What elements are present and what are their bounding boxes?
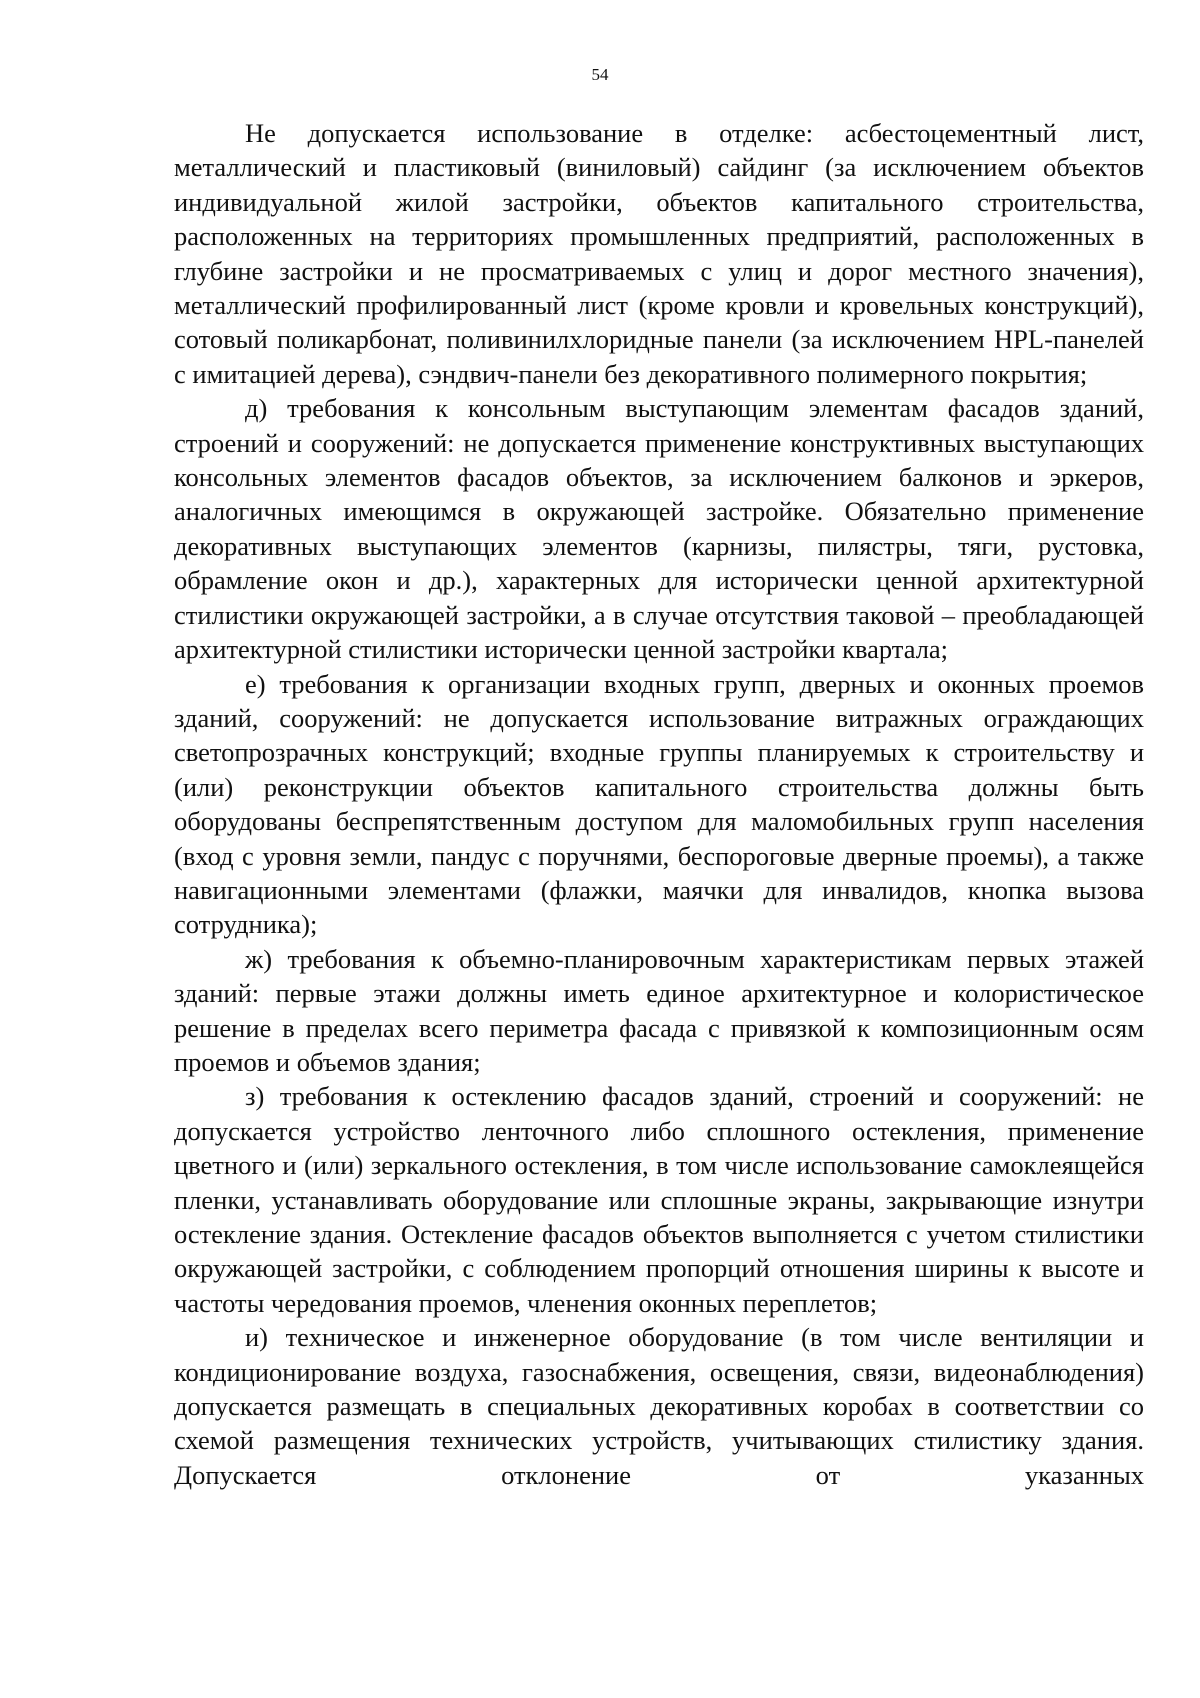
page-number: 54 xyxy=(591,65,609,84)
document-body xyxy=(174,116,1144,1492)
paragraph-glazing: з) требования к остеклению фасадов зданий, строений и сооружений: не допускается устройство ленточного либо сплошного остекления, применение цветного и (или) зеркального остекления, в том числе использование самоклеящейся пленки, устанавливать оборудование или сплошные экраны, закрывающие изнутри остекление здания. Остекление фасадов объектов выполняется с учетом стилистики окружающей застройки, с соблюдением пропорций отношения ширины к высоте и частоты чередования проемов, членения оконных переплетов; xyxy=(174,1081,1144,1318)
paragraph-engineering-equipment: и) техническое и инженерное оборудование (в том числе вентиляции и кондиционирование воздуха, газоснабжения, освещения, связи, видеонаблюдения) допускается размещать в специальных декоративных коробах в соответствии со схемой размещения технических устройств, учитывающих стилистику здания. Допускается отклонение от указанных xyxy=(174,1322,1144,1490)
paragraph-cantilever-elements: д) требования к консольным выступающим элементам фасадов зданий, строений и сооружений: не допускается применение конструктивных выступающих консольных элементов фасадов объектов, за исключением балконов и эркеров, аналогичных имеющимся в окружающей застройке. Обязательно применение декоративных выступающих элементов (карнизы, пилястры, тяги, рустовка, обрамление окон и др.), характерных для исторически ценной архитектурной стилистики окружающей застройки, а в случае отсутствия таковой – преобладающей архитектурной стилистики исторически ценной застройки квартала; xyxy=(174,393,1144,665)
paragraph-first-floors: ж) требования к объемно-планировочным характеристикам первых этажей зданий: первые этажи должны иметь единое архитектурное и колористическое решение в пределах всего периметра фасада с привязкой к композиционным осям проемов и объемов здания; xyxy=(174,943,1144,1077)
paragraph-finishing-restrictions: Не допускается использование в отделке: асбестоцементный лист, металлический и пластиковый (виниловый) сайдинг (за исключением объектов индивидуальной жилой застройки, объектов капитального строительства, расположенных на территориях промышленных предприятий, расположенных в глубине застройки и не просматриваемых с улиц и дорог местного значения), металлический профилированный лист (кроме кровли и кровельных конструкций), сотовый поликарбонат, поливинилхлоридные панели (за исключением HPL-панелей с имитацией дерева), сэндвич-панели без декоративного полимерного покрытия; xyxy=(174,118,1144,389)
paragraph-entrance-groups: е) требования к организации входных групп, дверных и оконных проемов зданий, сооружений: не допускается использование витражных ограждающих светопрозрачных конструкций; входные группы планируемых к строительству и (или) реконструкции объектов капитального строительства должны быть оборудованы беспрепятственным доступом для маломобильных групп населения (вход с уровня земли, пандус с поручнями, беспороговые дверные проемы), а также навигационными элементами (флажки, маячки для инвалидов, кнопка вызова сотрудника); xyxy=(174,668,1144,940)
